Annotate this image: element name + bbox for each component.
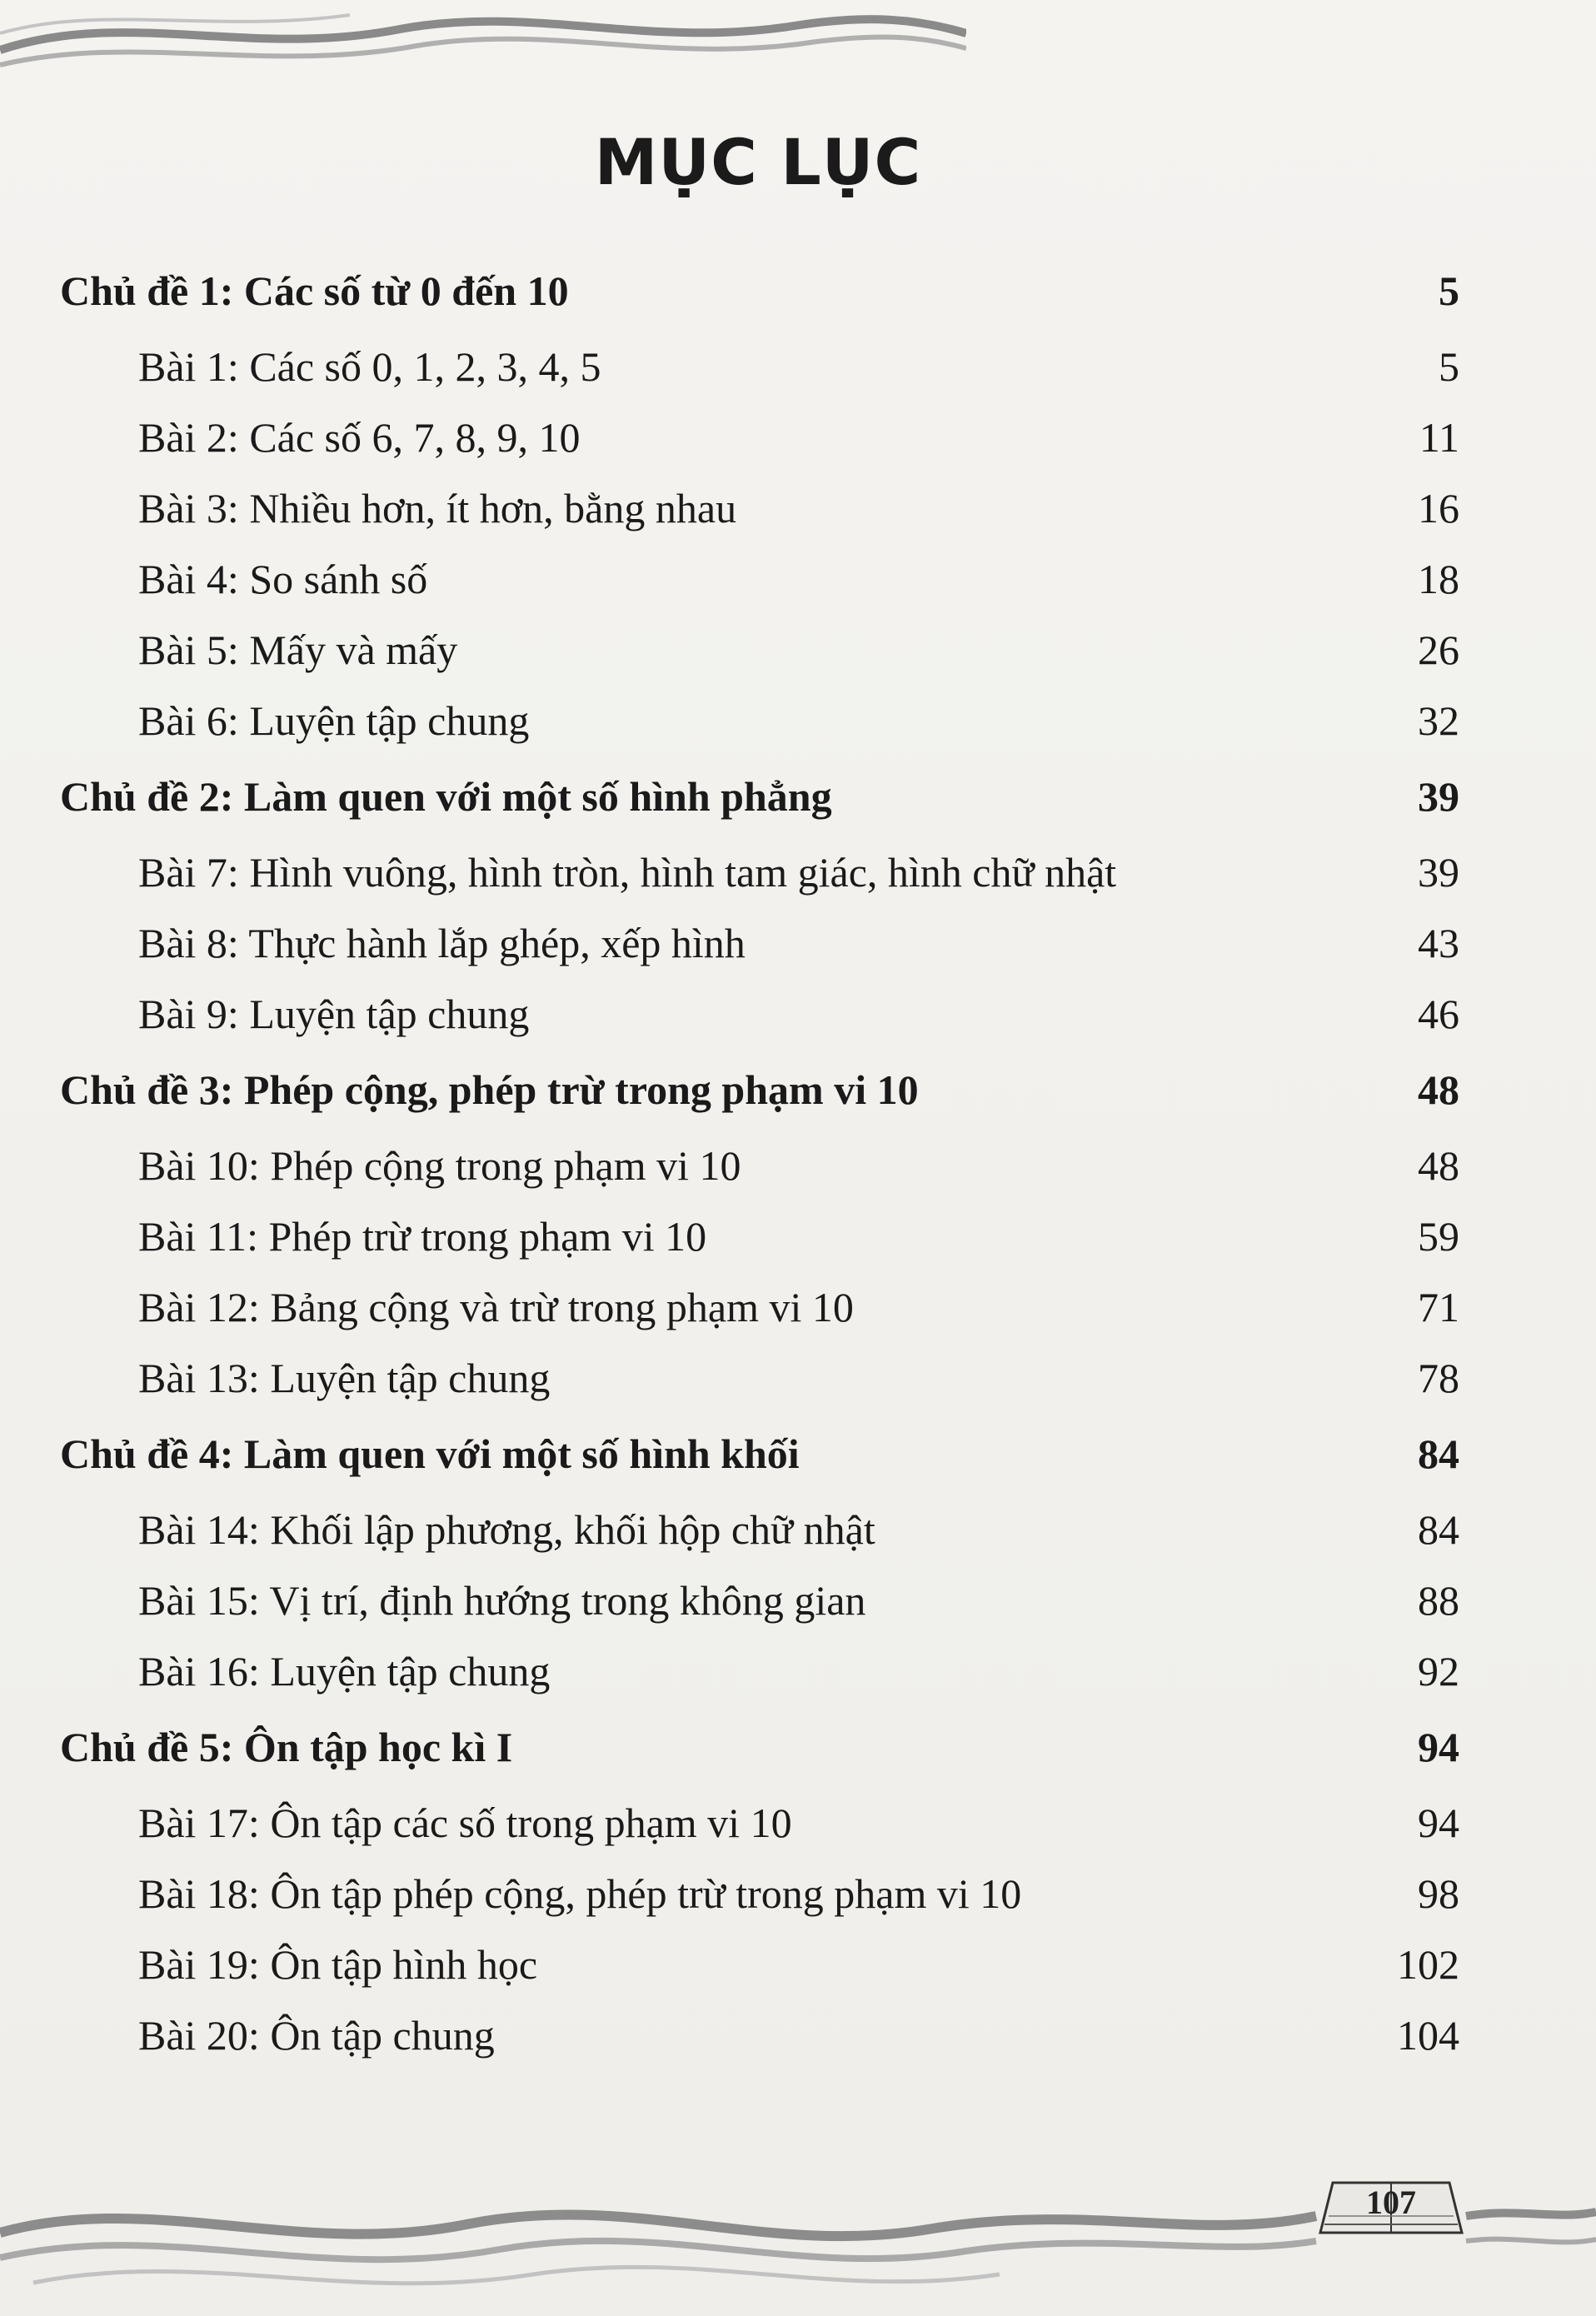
toc-entry-page: 5 bbox=[1439, 267, 1459, 314]
toc-entry-label: Bài 8: Thực hành lắp ghép, xếp hình bbox=[138, 919, 746, 966]
toc-entry-label: Bài 9: Luyện tập chung bbox=[138, 990, 530, 1037]
toc-entry-label: Bài 2: Các số 6, 7, 8, 9, 10 bbox=[138, 413, 581, 461]
toc-entry-label: Bài 15: Vị trí, định hướng trong không gian bbox=[138, 1576, 866, 1624]
toc-entry-label: Bài 17: Ôn tập các số trong phạm vi 10 bbox=[138, 1799, 792, 1846]
toc-chapter-entry bbox=[60, 1049, 1459, 1130]
toc-entry-page: 48 bbox=[1418, 1066, 1459, 1113]
toc-lesson-entry bbox=[60, 836, 1459, 907]
toc-entry-label: Bài 3: Nhiều hơn, ít hơn, bằng nhau bbox=[138, 484, 737, 532]
toc-lesson-entry bbox=[60, 402, 1459, 472]
toc-lesson-entry bbox=[60, 1635, 1459, 1706]
table-of-contents bbox=[60, 250, 1459, 2070]
toc-entry-page: 94 bbox=[1418, 1799, 1459, 1846]
toc-entry-label: Bài 13: Luyện tập chung bbox=[138, 1354, 551, 1401]
top-wave-ornament bbox=[0, 0, 966, 83]
toc-entry-label: Chủ đề 4: Làm quen với một số hình khối bbox=[60, 1430, 800, 1477]
toc-lesson-entry bbox=[60, 1929, 1459, 1999]
toc-entry-page: 59 bbox=[1418, 1212, 1459, 1260]
toc-lesson-entry bbox=[60, 1787, 1459, 1858]
toc-lesson-entry bbox=[60, 1999, 1459, 2070]
toc-entry-page: 102 bbox=[1397, 1940, 1459, 1988]
toc-entry-label: Bài 14: Khối lập phương, khối hộp chữ nhật bbox=[138, 1505, 875, 1553]
toc-lesson-entry bbox=[60, 543, 1459, 614]
toc-entry-page: 94 bbox=[1418, 1723, 1459, 1770]
toc-entry-page: 98 bbox=[1418, 1869, 1459, 1917]
toc-entry-page: 43 bbox=[1418, 919, 1459, 966]
toc-chapter-entry bbox=[60, 1413, 1459, 1494]
toc-lesson-entry bbox=[60, 1271, 1459, 1342]
toc-entry-page: 39 bbox=[1418, 848, 1459, 896]
toc-entry-page: 11 bbox=[1419, 413, 1459, 461]
toc-entry-page: 16 bbox=[1418, 484, 1459, 532]
toc-entry-label: Bài 18: Ôn tập phép cộng, phép trừ trong phạm vi 10 bbox=[138, 1869, 1022, 1917]
toc-entry-page: 5 bbox=[1439, 342, 1459, 390]
toc-entry-label: Bài 19: Ôn tập hình học bbox=[138, 1940, 538, 1988]
toc-entry-label: Bài 5: Mấy và mấy bbox=[138, 626, 458, 673]
toc-lesson-entry bbox=[60, 614, 1459, 685]
toc-entry-page: 32 bbox=[1418, 696, 1459, 744]
toc-entry-page: 84 bbox=[1418, 1505, 1459, 1553]
toc-entry-page: 46 bbox=[1418, 990, 1459, 1037]
toc-lesson-entry bbox=[60, 472, 1459, 543]
toc-lesson-entry bbox=[60, 978, 1459, 1049]
toc-entry-label: Bài 1: Các số 0, 1, 2, 3, 4, 5 bbox=[138, 342, 601, 390]
toc-lesson-entry bbox=[60, 1342, 1459, 1413]
toc-chapter-entry bbox=[60, 250, 1459, 331]
toc-entry-label: Chủ đề 5: Ôn tập học kì I bbox=[60, 1723, 513, 1770]
toc-entry-label: Bài 4: So sánh số bbox=[138, 555, 428, 602]
toc-entry-page: 26 bbox=[1418, 626, 1459, 673]
toc-lesson-entry bbox=[60, 907, 1459, 978]
toc-entry-label: Bài 6: Luyện tập chung bbox=[138, 696, 530, 744]
toc-lesson-entry bbox=[60, 1130, 1459, 1200]
toc-entry-page: 48 bbox=[1418, 1141, 1459, 1189]
page-number-badge bbox=[1316, 2174, 1466, 2241]
toc-entry-page: 39 bbox=[1418, 772, 1459, 820]
toc-lesson-entry bbox=[60, 331, 1459, 402]
page-number: 107 bbox=[1366, 2184, 1416, 2221]
toc-entry-page: 104 bbox=[1397, 2011, 1459, 2059]
toc-entry-label: Chủ đề 1: Các số từ 0 đến 10 bbox=[60, 267, 569, 314]
toc-lesson-entry bbox=[60, 685, 1459, 756]
page-title: MỤC LỤC bbox=[594, 125, 922, 199]
toc-lesson-entry bbox=[60, 1200, 1459, 1271]
toc-entry-label: Bài 7: Hình vuông, hình tròn, hình tam giác, hình chữ nhật bbox=[138, 848, 1117, 896]
toc-entry-page: 78 bbox=[1418, 1354, 1459, 1401]
toc-chapter-entry bbox=[60, 756, 1459, 836]
toc-chapter-entry bbox=[60, 1706, 1459, 1787]
toc-entry-label: Chủ đề 3: Phép cộng, phép trừ trong phạm vi 10 bbox=[60, 1066, 919, 1113]
toc-entry-label: Chủ đề 2: Làm quen với một số hình phẳng bbox=[60, 772, 832, 820]
toc-entry-label: Bài 10: Phép cộng trong phạm vi 10 bbox=[138, 1141, 741, 1189]
toc-entry-page: 84 bbox=[1418, 1430, 1459, 1477]
toc-entry-label: Bài 12: Bảng cộng và trừ trong phạm vi 10 bbox=[138, 1283, 854, 1330]
toc-lesson-entry bbox=[60, 1858, 1459, 1929]
toc-entry-page: 92 bbox=[1418, 1647, 1459, 1695]
toc-entry-label: Bài 16: Luyện tập chung bbox=[138, 1647, 551, 1695]
toc-entry-page: 88 bbox=[1418, 1576, 1459, 1624]
toc-lesson-entry bbox=[60, 1494, 1459, 1565]
toc-entry-page: 18 bbox=[1418, 555, 1459, 602]
toc-entry-label: Bài 20: Ôn tập chung bbox=[138, 2011, 495, 2059]
toc-entry-label: Bài 11: Phép trừ trong phạm vi 10 bbox=[138, 1212, 707, 1260]
toc-lesson-entry bbox=[60, 1565, 1459, 1635]
toc-entry-page: 71 bbox=[1418, 1283, 1459, 1330]
